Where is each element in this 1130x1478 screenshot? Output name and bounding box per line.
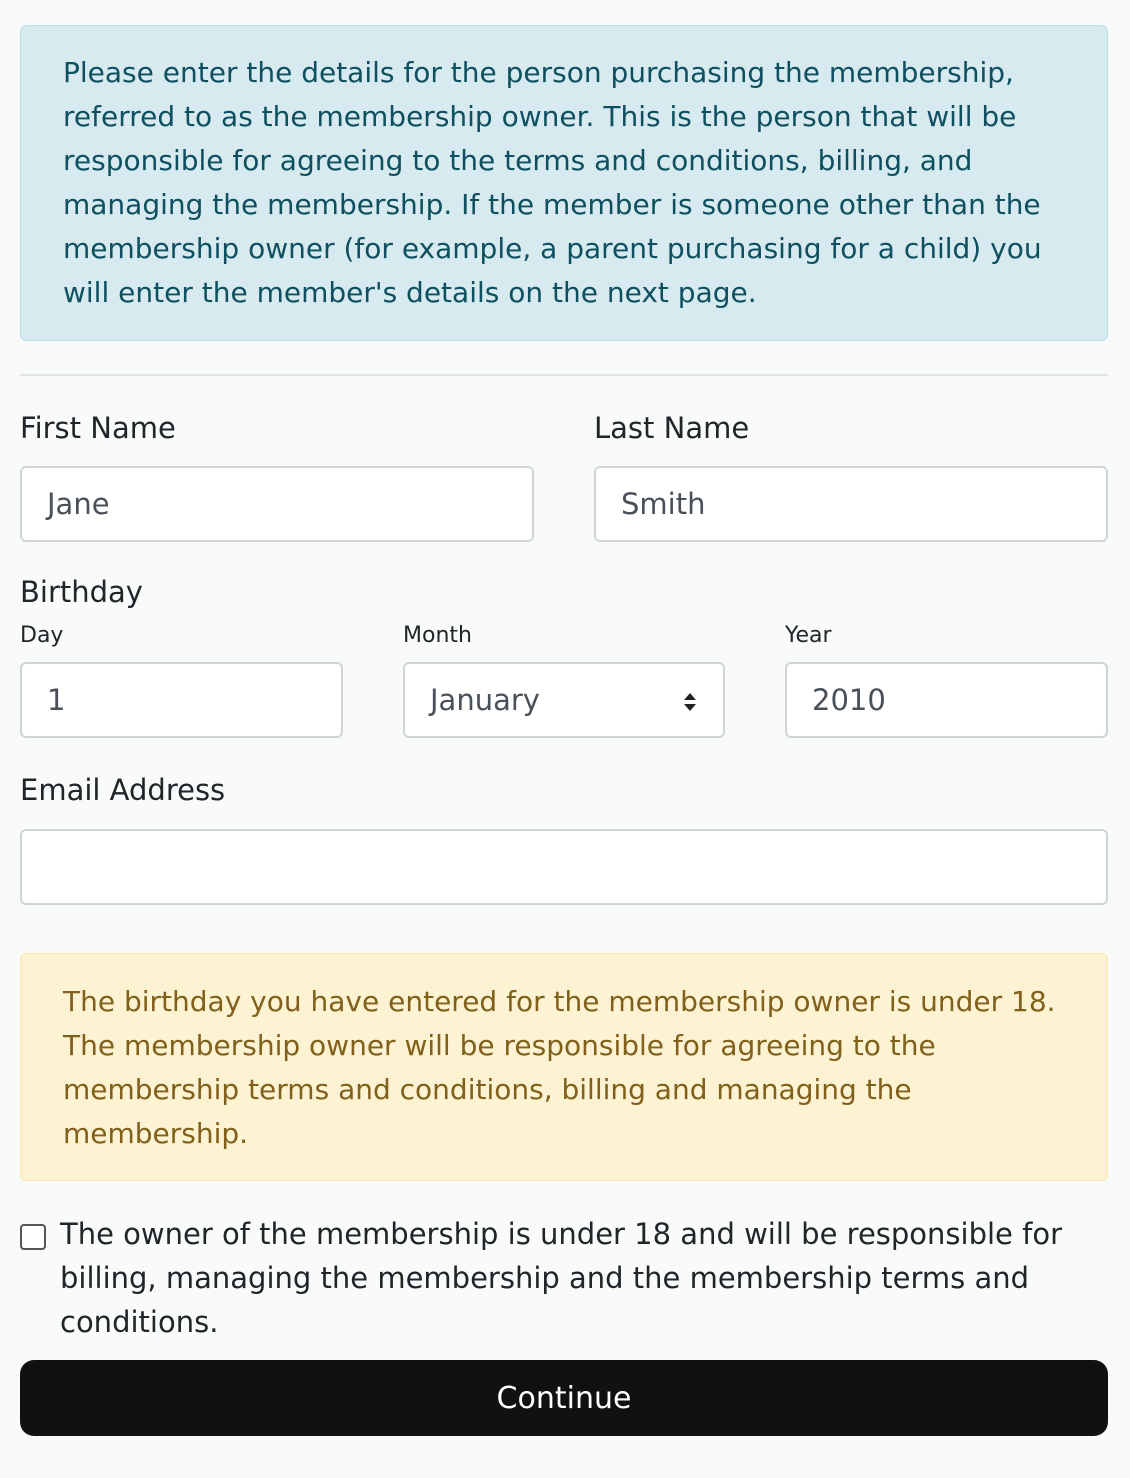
month-select[interactable] [403, 662, 725, 738]
first-name-input[interactable] [20, 466, 534, 542]
year-input[interactable] [785, 662, 1108, 738]
sort-arrows-icon [683, 691, 697, 713]
last-name-value: Smith [621, 487, 706, 521]
age-warning-alert [20, 953, 1108, 1181]
first-name-value: Jane [47, 487, 110, 521]
birthday-row [20, 622, 1108, 738]
month-label: Month [403, 623, 472, 648]
month-value: January [430, 683, 540, 717]
last-name-input[interactable] [594, 466, 1108, 542]
info-alert [20, 25, 1108, 341]
continue-label: Continue [496, 1380, 632, 1416]
consent-label: The owner of the membership is under 18 and will be responsible for billing, managing the membership and the membership terms and conditions. [60, 1217, 1062, 1339]
day-group [20, 622, 343, 738]
age-warning-text: The birthday you have entered for the membership owner is under 18. The membership owner will be responsible for agreeing to the membership terms and conditions, billing and managing the membership. [63, 985, 1056, 1150]
year-label: Year [785, 623, 832, 648]
first-name-group [20, 410, 534, 542]
year-group [785, 622, 1108, 738]
divider [20, 374, 1108, 376]
continue-button[interactable] [20, 1360, 1108, 1436]
consent-row [20, 1212, 1108, 1344]
month-group [403, 622, 725, 738]
info-alert-text: Please enter the details for the person purchasing the membership, referred to as the membership owner. This is the person that will be responsible for agreeing to the terms and conditions, billing, and managing the membership. If the member is someone other than the membership owner (for example, a parent purchasing for a child) you will enter the member's details on the next page. [63, 56, 1042, 309]
last-name-group [594, 410, 1108, 542]
first-name-label: First Name [20, 411, 176, 445]
consent-checkbox[interactable] [20, 1224, 46, 1250]
email-label: Email Address [20, 773, 226, 807]
year-value: 2010 [812, 683, 886, 717]
membership-owner-form [20, 25, 1108, 1436]
birthday-label: Birthday [20, 575, 143, 609]
email-input[interactable] [20, 829, 1108, 905]
name-row [20, 410, 1108, 542]
day-label: Day [20, 623, 64, 648]
last-name-label: Last Name [594, 411, 750, 445]
day-input[interactable] [20, 662, 343, 738]
day-value: 1 [47, 683, 66, 717]
